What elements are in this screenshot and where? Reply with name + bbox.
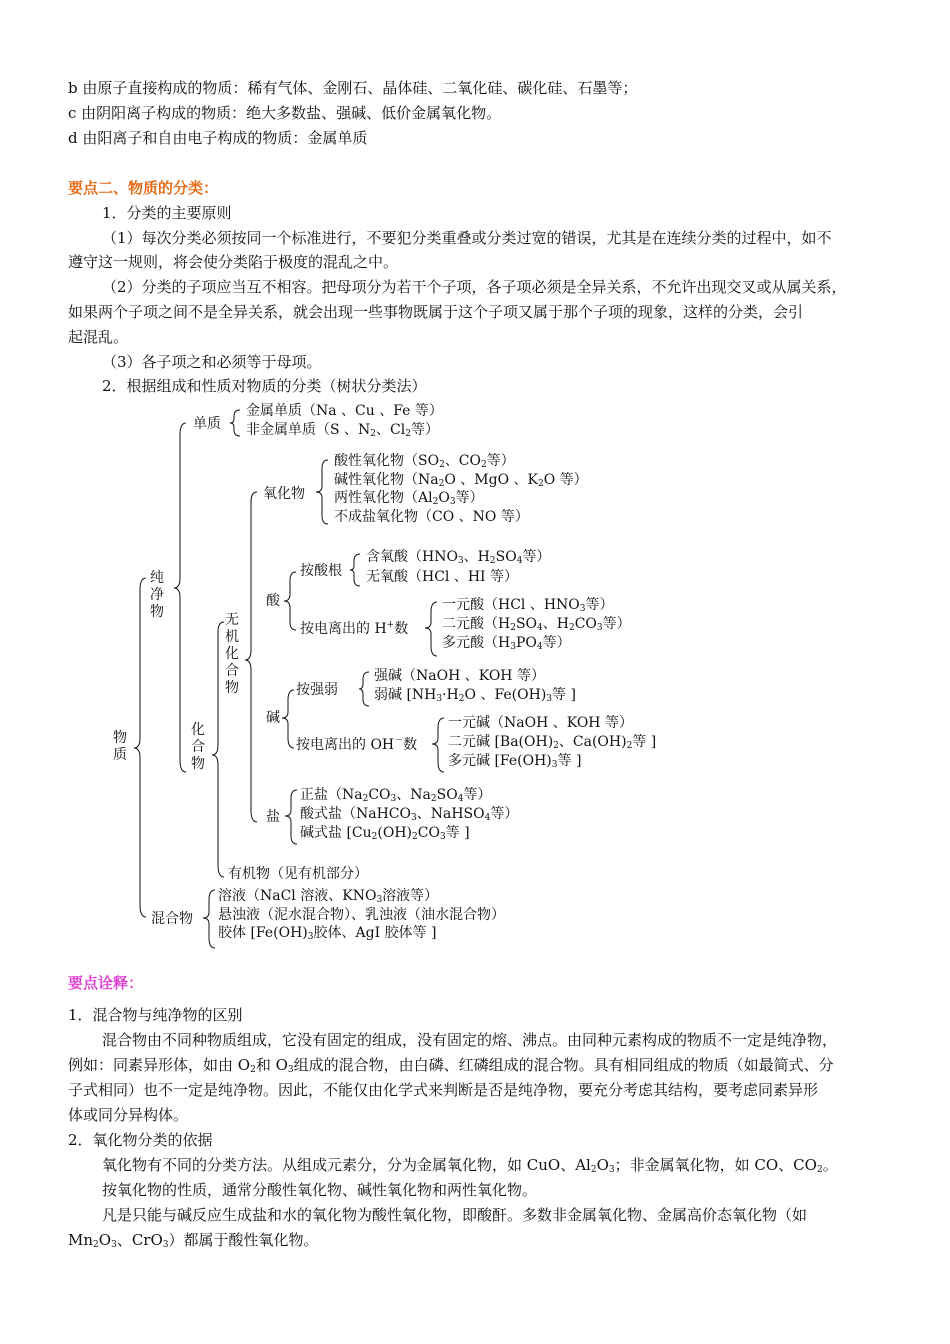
- note-1-line-4: 体或同分异构体。: [68, 1106, 189, 1124]
- tree-by-h-ion: 按电离出的 H+数: [300, 620, 409, 637]
- tree-salt-label: 盐: [266, 809, 280, 825]
- line-d: d 由阳离子和自由电子构成的物质：金属单质: [68, 129, 368, 147]
- note-2-line-1: 氧化物有不同的分类方法。从组成元素分，分为金属氧化物，如 CuO、$Al_2O_3$；非金属氧化物，如 CO、$CO_2$。: [102, 1156, 838, 1175]
- tree-amphoteric-oxide: 两性氧化物（$Al_2O_3$等）: [334, 490, 484, 507]
- note-1-line-3: 子式相同）也不一定是纯净物。因此，不能仅由化学式来判断是否是纯净物，要充分考虑其结构，要考虑同素异形: [68, 1081, 819, 1099]
- brace-pure: [174, 423, 186, 772]
- note-2-title: 2．氧化物分类的依据: [68, 1131, 213, 1149]
- principle-2-line-2: 如果两个子项之间不是全异关系，就会出现一些事物既属于这个子项又属于那个子项的现象，这样的分类，会引: [68, 303, 804, 321]
- note-2-line-3: 凡是只能与碱反应生成盐和水的氧化物为酸性氧化物，即酸酐。多数非金属氧化物、金属高价态氧化物（如: [102, 1206, 808, 1224]
- note-2-line-4: $Mn_2O_3$、CrO$_3$）都属于酸性氧化物。: [68, 1231, 319, 1250]
- tree-basic-oxide: 碱性氧化物（$Na_2O$ 、MgO 、$K_2O$ 等）: [334, 472, 588, 489]
- note-1-title: 1．混合物与纯净物的区别: [68, 1006, 243, 1024]
- section-heading-classification: 要点二、物质的分类：: [68, 179, 219, 197]
- tree-monoprotic-acid: 一元酸（HCl 、$HNO_3$等）: [442, 597, 614, 614]
- tree-colloid: 胶体 [$Fe(OH)_3$胶体、AgI 胶体等 ]: [218, 925, 437, 942]
- tree-organic: 有机物（见有机部分）: [228, 866, 368, 882]
- line-b: b 由原子直接构成的物质：稀有气体、金刚石、晶体硅、二氧化硅、碳化硅、石墨等；: [68, 79, 638, 97]
- tree-weak-base: 弱碱 [$NH_3\cdot H_2O$ 、$Fe(OH)_3$等 ]: [374, 687, 576, 704]
- principle-1-line-1: （1）每次分类必须按同一个标准进行，不要犯分类重叠或分类过宽的错误，尤其是在连续分类的过程中，如不: [102, 229, 832, 247]
- principle-2-line-3: 起混乱。: [68, 328, 129, 346]
- tree-polyacidic-base: 多元碱 [$Fe(OH)_3$等 ]: [448, 753, 582, 770]
- tree-diacidic-base: 二元碱 [$Ba(OH)_2$、$Ca(OH)_2$等 ]: [448, 734, 657, 751]
- tree-acid-salt: 酸式盐（NaHCO$_3$、NaHSO$_4$等）: [300, 806, 519, 823]
- tree-acidic-oxide: 酸性氧化物（$SO_2$、$CO_2$等）: [334, 453, 515, 470]
- tree-acid-label: 酸: [266, 593, 280, 609]
- brace-elemental: [230, 410, 240, 436]
- brace-oxide: [316, 460, 328, 524]
- principle-2-line-1: （2）分类的子项应当互不相容。把母项分为若干个子项，各子项必须是全异关系，不允许出现交叉或从属关系，: [102, 278, 847, 296]
- tree-oxide-label: 氧化物: [263, 486, 305, 502]
- tree-neutral-oxide: 不成盐氧化物（CO 、NO 等）: [334, 509, 529, 525]
- tree-strong-base: 强碱（NaOH 、KOH 等）: [374, 668, 545, 684]
- brace-compound: [212, 622, 224, 877]
- brace-oh-ion: [432, 718, 444, 772]
- tree-diprotic-acid: 二元酸（$H_2SO_4$、$H_2CO_3$等）: [442, 616, 631, 633]
- tree-compound-label: 化合物: [191, 722, 205, 772]
- brace-acid-radical: [350, 554, 360, 586]
- tree-mixture-label: 混合物: [151, 911, 193, 927]
- principle-3: （3）各子项之和必须等于母项。: [102, 353, 322, 371]
- tree-root-label: 物质: [113, 730, 127, 763]
- brace-acid: [284, 572, 296, 630]
- tree-normal-salt: 正盐（$Na_2CO_3$、$Na_2SO_4$等）: [300, 787, 492, 804]
- tree-elemental-label: 单质: [193, 416, 221, 432]
- tree-metal-elements: 金属单质（Na 、Cu 、Fe 等）: [246, 403, 443, 419]
- tree-basic-salt: 碱式盐 [$Cu_2(OH)_2CO_3$等 ]: [300, 825, 470, 842]
- tree-solution: 溶液（NaCl 溶液、$KNO_3$溶液等）: [218, 888, 439, 905]
- tree-nonmetal-elements: 非金属单质（S 、$N_2$、$Cl_2$等）: [246, 422, 439, 439]
- tree-monoacidic-base: 一元碱（NaOH 、KOH 等）: [448, 715, 633, 731]
- note-2-line-2: 按氧化物的性质，通常分酸性氧化物、碱性氧化物和两性氧化物。: [102, 1181, 538, 1199]
- tree-pure-label: 纯净物: [150, 570, 164, 620]
- tree-title: 2．根据组成和性质对物质的分类（树状分类法）: [102, 377, 427, 395]
- brace-inorganic: [245, 492, 257, 822]
- tree-base-label: 碱: [266, 710, 280, 726]
- brace-mixture: [203, 890, 215, 948]
- brace-root: [134, 578, 146, 917]
- brace-salt: [285, 790, 297, 844]
- note-1-line-1: 混合物由不同种物质组成，它没有固定的组成，没有固定的熔、沸点。由同种元素构成的物质不一定是纯净物，: [102, 1031, 838, 1049]
- principles-title: 1．分类的主要原则: [102, 204, 232, 222]
- tree-by-oh-ion: 按电离出的 OH－数: [296, 736, 418, 753]
- tree-anoxyacid: 无氧酸（HCl 、HI 等）: [366, 569, 519, 585]
- note-1-line-2: 例如：同素异形体，如由 $O_2$和 $O_3$组成的混合物，由白磷、红磷组成的混合物。具有相同组成的物质（如最简式、分: [68, 1056, 834, 1075]
- tree-inorganic-label: 无机化合物: [225, 612, 239, 696]
- line-c: c 由阴阳离子构成的物质：绝大多数盐、强碱、低价金属氧化物。: [68, 104, 502, 122]
- notes-heading: 要点诠释：: [68, 974, 144, 992]
- tree-by-acid-radical: 按酸根: [300, 563, 342, 579]
- principle-1-line-2: 遵守这一规则，将会使分类陷于极度的混乱之中。: [68, 253, 399, 271]
- brace-strength: [359, 672, 369, 706]
- tree-suspension: 悬浊液（泥水混合物）、乳浊液（油水混合物）: [218, 907, 505, 923]
- tree-polyprotic-acid: 多元酸（$H_3PO_4$等）: [442, 635, 571, 652]
- brace-base: [282, 690, 294, 748]
- brace-h-ion: [425, 602, 437, 656]
- tree-by-strength: 按强弱: [296, 682, 338, 698]
- tree-oxyacid: 含氧酸（$HNO_3$、$H_2SO_4$等）: [366, 549, 551, 566]
